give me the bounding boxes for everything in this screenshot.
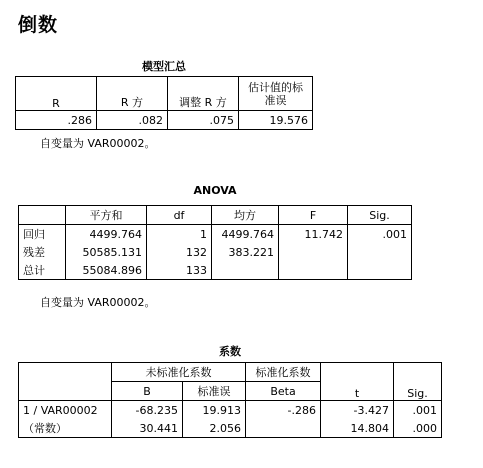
- coef-header-b: B: [112, 382, 183, 401]
- anova-caption: ANOVA: [193, 184, 237, 197]
- anova-cell: .001: [348, 225, 412, 244]
- coef-header-unstandardized: 未标准化系数: [112, 363, 246, 382]
- coef-header-sig: Sig.: [394, 363, 442, 401]
- anova-cell: 383.221: [212, 243, 279, 261]
- header-r-square: R 方: [97, 77, 168, 111]
- anova-row-label: 回归: [19, 225, 66, 244]
- anova-cell: 132: [147, 243, 212, 261]
- coef-header-t: t: [321, 363, 394, 401]
- anova-cell: 11.742: [279, 225, 348, 244]
- model-summary-table: [15, 76, 313, 130]
- anova-cell: 1: [147, 225, 212, 244]
- anova-cell: [279, 243, 348, 261]
- coef-cell: -68.235: [112, 401, 183, 420]
- cell-adjusted-r-square: .075: [168, 111, 239, 130]
- coefficients-table: [18, 362, 442, 438]
- anova-cell: [348, 261, 412, 280]
- coefficients-caption: 系数: [219, 345, 241, 358]
- coef-header-standardized: 标准化系数: [246, 363, 321, 382]
- coef-cell: 2.056: [183, 419, 246, 438]
- page-title: 倒数: [18, 14, 59, 36]
- coef-header-beta: Beta: [246, 382, 321, 401]
- anova-header-ss: 平方和: [66, 206, 147, 225]
- cell-std-error: 19.576: [239, 111, 313, 130]
- coef-cell: 30.441: [112, 419, 183, 438]
- anova-header-ms: 均方: [212, 206, 279, 225]
- cell-r-square: .082: [97, 111, 168, 130]
- anova-header-sig: Sig.: [348, 206, 412, 225]
- coef-row-label: 1 / VAR00002: [19, 401, 112, 420]
- cell-r: .286: [16, 111, 97, 130]
- anova-row-label: 总计: [19, 261, 66, 280]
- coef-cell: .000: [394, 419, 442, 438]
- anova-row-label: 残差: [19, 243, 66, 261]
- anova-header-blank: [19, 206, 66, 225]
- coef-cell: 14.804: [321, 419, 394, 438]
- header-adjusted-r-square: 调整 R 方: [168, 77, 239, 111]
- anova-cell: 4499.764: [66, 225, 147, 244]
- anova-cell: [279, 261, 348, 280]
- anova-note: 自变量为 VAR00002。: [40, 296, 156, 309]
- coef-header-blank: [19, 363, 112, 401]
- anova-cell: [348, 243, 412, 261]
- model-summary-caption: 模型汇总: [142, 60, 186, 73]
- model-summary-note: 自变量为 VAR00002。: [40, 137, 156, 150]
- coef-cell: -3.427: [321, 401, 394, 420]
- header-r: R: [16, 77, 97, 111]
- anova-cell: 55084.896: [66, 261, 147, 280]
- header-std-error: 估计值的标准误: [239, 77, 313, 111]
- anova-table: [18, 205, 412, 280]
- anova-cell: 133: [147, 261, 212, 280]
- anova-header-df: df: [147, 206, 212, 225]
- coef-header-std-error: 标准误: [183, 382, 246, 401]
- coef-cell: -.286: [246, 401, 321, 420]
- anova-cell: [212, 261, 279, 280]
- anova-cell: 4499.764: [212, 225, 279, 244]
- coef-cell: [246, 419, 321, 438]
- anova-cell: 50585.131: [66, 243, 147, 261]
- coef-cell: .001: [394, 401, 442, 420]
- anova-header-f: F: [279, 206, 348, 225]
- coef-row-label: （常数）: [19, 419, 112, 438]
- coef-cell: 19.913: [183, 401, 246, 420]
